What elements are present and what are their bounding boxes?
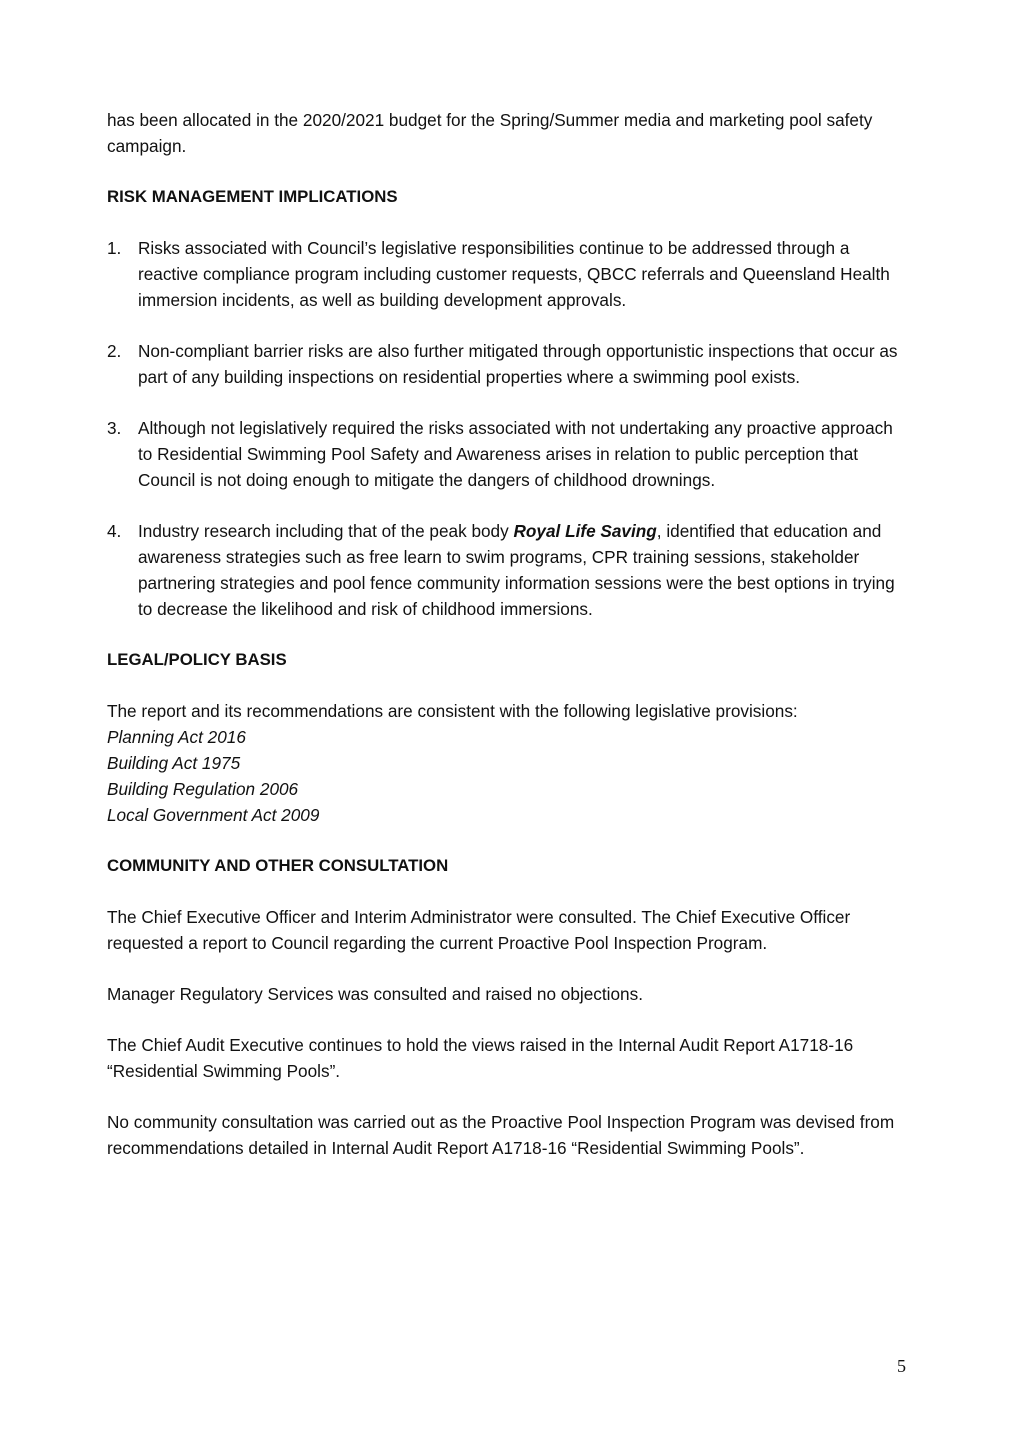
legislation-item: Building Regulation 2006 [107, 779, 299, 799]
royal-life-saving-emphasis: Royal Life Saving [513, 521, 657, 541]
legislation-item: Planning Act 2016 [107, 727, 246, 747]
risk-list [107, 235, 907, 622]
document-page [107, 107, 907, 1161]
risk-item-text-after: , identified that education and awareness strategies such as free learn to swim programs, CPR training sessions, stakeholder partnering strategies and pool fence community information sessions were the best options in trying to decrease the likelihood and risk of childhood immersions. [138, 521, 895, 619]
risk-management-heading: RISK MANAGEMENT IMPLICATIONS [107, 187, 398, 206]
risk-item-text: Although not legislatively required the risks associated with not undertaking any proactive approach to Residential Swimming Pool Safety and Awareness arises in relation to public perception that Council is not doing enough to mitigate the dangers of childhood drownings. [138, 418, 893, 490]
legislation-item: Local Government Act 2009 [107, 805, 320, 825]
consultation-paragraph: Manager Regulatory Services was consulted and raised no objections. [107, 984, 643, 1004]
risk-item-number: 1. [107, 238, 122, 258]
risk-list-item [107, 415, 907, 493]
risk-list-item [107, 518, 907, 622]
consultation-paragraph: No community consultation was carried out as the Proactive Pool Inspection Program was devised from recommendations detailed in Internal Audit Report A1718-16 “Residential Swimming Pools”. [107, 1112, 895, 1158]
risk-item-text-before: Industry research including that of the peak body [138, 521, 514, 541]
risk-item-number: 2. [107, 341, 122, 361]
risk-item-number: 4. [107, 521, 122, 541]
intro-paragraph: has been allocated in the 2020/2021 budget for the Spring/Summer media and marketing pool safety campaign. [107, 110, 873, 156]
risk-item-text: Risks associated with Council’s legislative responsibilities continue to be addressed through a reactive compliance program including customer requests, QBCC referrals and Queensland Health immersion incidents, as well as building development approvals. [138, 238, 890, 310]
risk-item-text: Non-compliant barrier risks are also further mitigated through opportunistic inspections that occur as part of any building inspections on residential properties where a swimming pool exists. [138, 341, 898, 387]
risk-list-item [107, 338, 907, 390]
consultation-paragraph: The Chief Audit Executive continues to hold the views raised in the Internal Audit Report A1718-16 “Residential Swimming Pools”. [107, 1035, 854, 1081]
consultation-heading: COMMUNITY AND OTHER CONSULTATION [107, 856, 449, 875]
consultation-paragraph: The Chief Executive Officer and Interim Administrator were consulted. The Chief Executive Officer requested a report to Council regarding the current Proactive Pool Inspection Program. [107, 907, 851, 953]
risk-item-number: 3. [107, 418, 122, 438]
legal-intro: The report and its recommendations are consistent with the following legislative provisions: [107, 701, 798, 721]
risk-list-item [107, 235, 907, 313]
page-number: 5 [897, 1356, 906, 1376]
risk-item-text [138, 518, 907, 622]
legislation-item: Building Act 1975 [107, 753, 241, 773]
legal-policy-heading: LEGAL/POLICY BASIS [107, 650, 287, 669]
